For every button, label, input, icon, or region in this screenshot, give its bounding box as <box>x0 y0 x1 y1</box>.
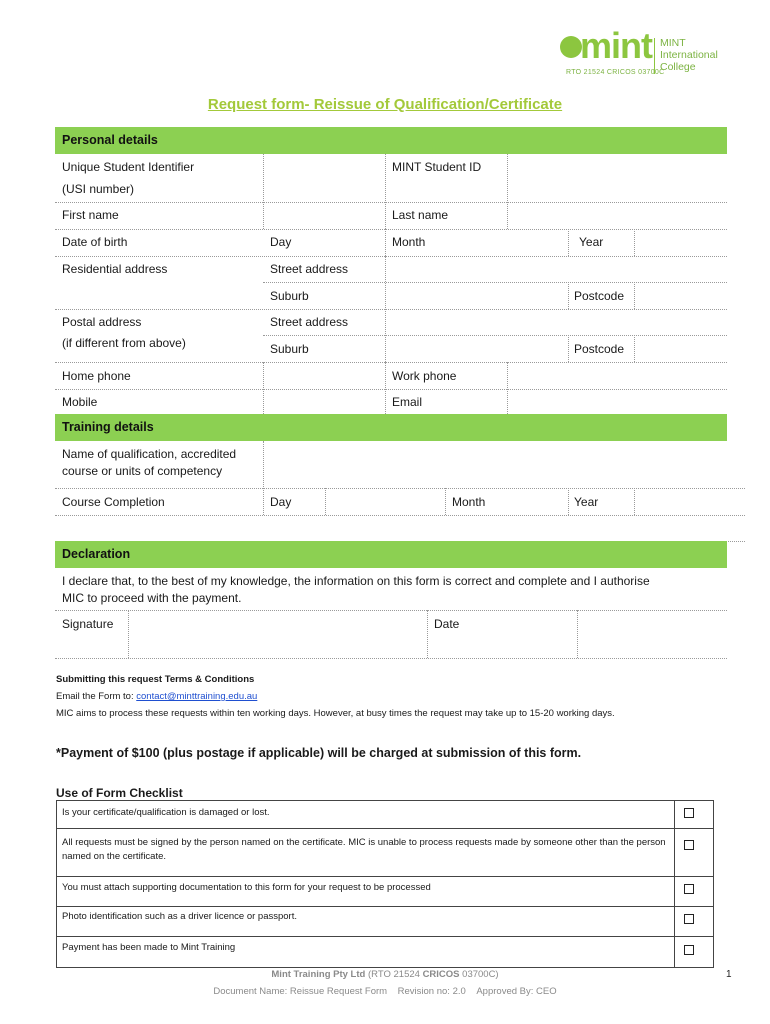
footer-approved: Approved By: CEO <box>476 986 557 997</box>
work-phone-label: Work phone <box>392 369 457 383</box>
checklist-row-divider <box>56 876 714 877</box>
last-name-field[interactable] <box>508 203 726 228</box>
mint-logo <box>560 25 730 82</box>
date-field[interactable] <box>578 611 726 657</box>
col-divider <box>568 488 569 515</box>
processing-time-note: MIC aims to process these requests within ten working days. However, at busy times the request may take up to 15-20 working days. <box>56 708 615 719</box>
checklist-item: Is your certificate/qualification is damaged or lost. <box>62 807 270 818</box>
signature-label: Signature <box>62 617 114 631</box>
checklist-item: Payment has been made to Mint Training <box>62 942 236 953</box>
postal-street-label: Street address <box>270 315 349 329</box>
footer-rto-open: (RTO <box>365 969 394 980</box>
logo-wordmark: mint <box>580 25 652 66</box>
completion-month-label: Month <box>452 495 486 509</box>
qualification-label: Name of qualification, accredited <box>62 447 237 461</box>
training-details-header: Training details <box>55 414 727 441</box>
col-divider <box>568 335 569 362</box>
email-field[interactable] <box>508 390 726 414</box>
logo-name-line1: MINT <box>660 37 686 49</box>
checkbox-icon[interactable] <box>684 808 694 818</box>
completion-day-label: Day <box>270 495 292 509</box>
date-label: Date <box>434 617 460 631</box>
signature-field[interactable] <box>129 611 426 657</box>
checklist-row-divider <box>56 828 714 829</box>
dob-label: Date of birth <box>62 235 128 249</box>
residential-address-label: Residential address <box>62 262 168 276</box>
mobile-field[interactable] <box>264 390 384 414</box>
postal-postcode-label: Postcode <box>574 342 625 356</box>
footer-doc-line <box>0 986 770 997</box>
mobile-label: Mobile <box>62 395 98 409</box>
checkbox-icon[interactable] <box>684 840 694 850</box>
res-street-field[interactable] <box>386 257 726 281</box>
footer-cricos: 03700C) <box>462 969 499 980</box>
col-divider <box>568 229 569 256</box>
logo-name-line3: College <box>660 61 696 73</box>
footer-company-line <box>0 969 770 980</box>
first-name-label: First name <box>62 208 119 222</box>
res-suburb-field[interactable] <box>386 283 567 308</box>
home-phone-field[interactable] <box>264 363 384 388</box>
usi-field[interactable] <box>264 155 384 201</box>
col-divider <box>385 154 386 229</box>
home-phone-label: Home phone <box>62 369 131 383</box>
footer-doc-name: Document Name: Reissue Request Form <box>213 986 388 997</box>
checkbox-icon[interactable] <box>684 884 694 894</box>
postal-suburb-field[interactable] <box>386 336 567 361</box>
mint-id-field[interactable] <box>508 155 726 201</box>
checklist-item: Photo identification such as a driver licence or passport. <box>62 911 297 922</box>
postal-address-label: Postal address <box>62 315 142 329</box>
postal-suburb-label: Suburb <box>270 342 309 356</box>
checklist-item: All requests must be signed by the person named on the certificate. MIC is unable to process requests made by someone other than the person named on the certificate. <box>62 837 666 862</box>
footer-company: Mint Training Pty Ltd <box>271 969 366 980</box>
postal-street-field[interactable] <box>386 310 726 334</box>
logo-name-line2: International <box>660 49 718 61</box>
leaf-icon <box>560 36 582 58</box>
col-divider <box>385 229 386 256</box>
col-divider <box>568 282 569 309</box>
checklist-row-divider <box>56 936 714 937</box>
postal-address-sublabel: (if different from above) <box>62 336 186 350</box>
row-divider <box>55 515 745 516</box>
course-completion-label: Course Completion <box>62 495 165 509</box>
postal-postcode-field[interactable] <box>635 336 726 361</box>
footer-rto: 21524 <box>393 969 420 980</box>
form-title: Request form- Reissue of Qualification/Certificate <box>207 96 563 113</box>
dob-month-label[interactable]: Month <box>392 235 426 249</box>
logo-college-name <box>660 37 718 73</box>
submitting-email-line <box>56 691 257 702</box>
payment-note: *Payment of $100 (plus postage if applicable) will be charged at submission of this form. <box>56 746 582 760</box>
dob-year-label: Year <box>579 235 604 249</box>
logo-rto-line: RTO 21524 CRICOS 03700C <box>566 69 665 76</box>
footer-revision: Revision no: 2.0 <box>397 986 466 997</box>
checklist-title: Use of Form Checklist <box>56 786 183 800</box>
usi-label: Unique Student Identifier <box>62 160 195 174</box>
dob-day-label[interactable]: Day <box>270 235 292 249</box>
completion-day-field[interactable] <box>326 489 444 514</box>
work-phone-field[interactable] <box>508 363 726 388</box>
completion-month-field[interactable] <box>495 489 567 514</box>
checklist-col-divider <box>674 800 675 968</box>
completion-year-field[interactable] <box>635 489 744 514</box>
checkbox-icon[interactable] <box>684 945 694 955</box>
qualification-field[interactable] <box>264 442 744 487</box>
res-postcode-label: Postcode <box>574 289 625 303</box>
col-divider <box>427 610 428 658</box>
res-street-label: Street address <box>270 262 349 276</box>
completion-year-label: Year <box>574 495 599 509</box>
qualification-sublabel: course or units of competency <box>62 464 223 478</box>
res-postcode-field[interactable] <box>635 283 726 308</box>
page-number: 1 <box>726 969 732 980</box>
declaration-header: Declaration <box>55 541 727 568</box>
contact-email-link[interactable]: contact@minttraining.edu.au <box>136 691 258 702</box>
last-name-label: Last name <box>392 208 449 222</box>
mint-id-label: MINT Student ID <box>392 160 482 174</box>
col-divider <box>445 488 446 515</box>
personal-details-header: Personal details <box>55 127 727 154</box>
email-prefix: Email the Form to: <box>56 691 137 702</box>
col-divider <box>385 362 386 414</box>
declaration-text-line1: I declare that, to the best of my knowledge, the information on this form is correct and complete and I authorise <box>62 574 650 588</box>
first-name-field[interactable] <box>264 203 384 228</box>
email-label: Email <box>392 395 423 409</box>
dob-year-field[interactable] <box>635 230 726 255</box>
checklist-item: You must attach supporting documentation to this form for your request to be processed <box>62 882 431 893</box>
checklist-row-divider <box>56 906 714 907</box>
row-divider <box>55 658 727 659</box>
checkbox-icon[interactable] <box>684 914 694 924</box>
usi-sublabel: (USI number) <box>62 182 135 196</box>
submitting-heading: Submitting this request Terms & Conditions <box>56 674 255 685</box>
footer-cricos-label: CRICOS <box>422 969 460 980</box>
res-suburb-label: Suburb <box>270 289 309 303</box>
row-divider <box>55 229 727 230</box>
declaration-text-line2: MIC to proceed with the payment. <box>62 591 242 605</box>
